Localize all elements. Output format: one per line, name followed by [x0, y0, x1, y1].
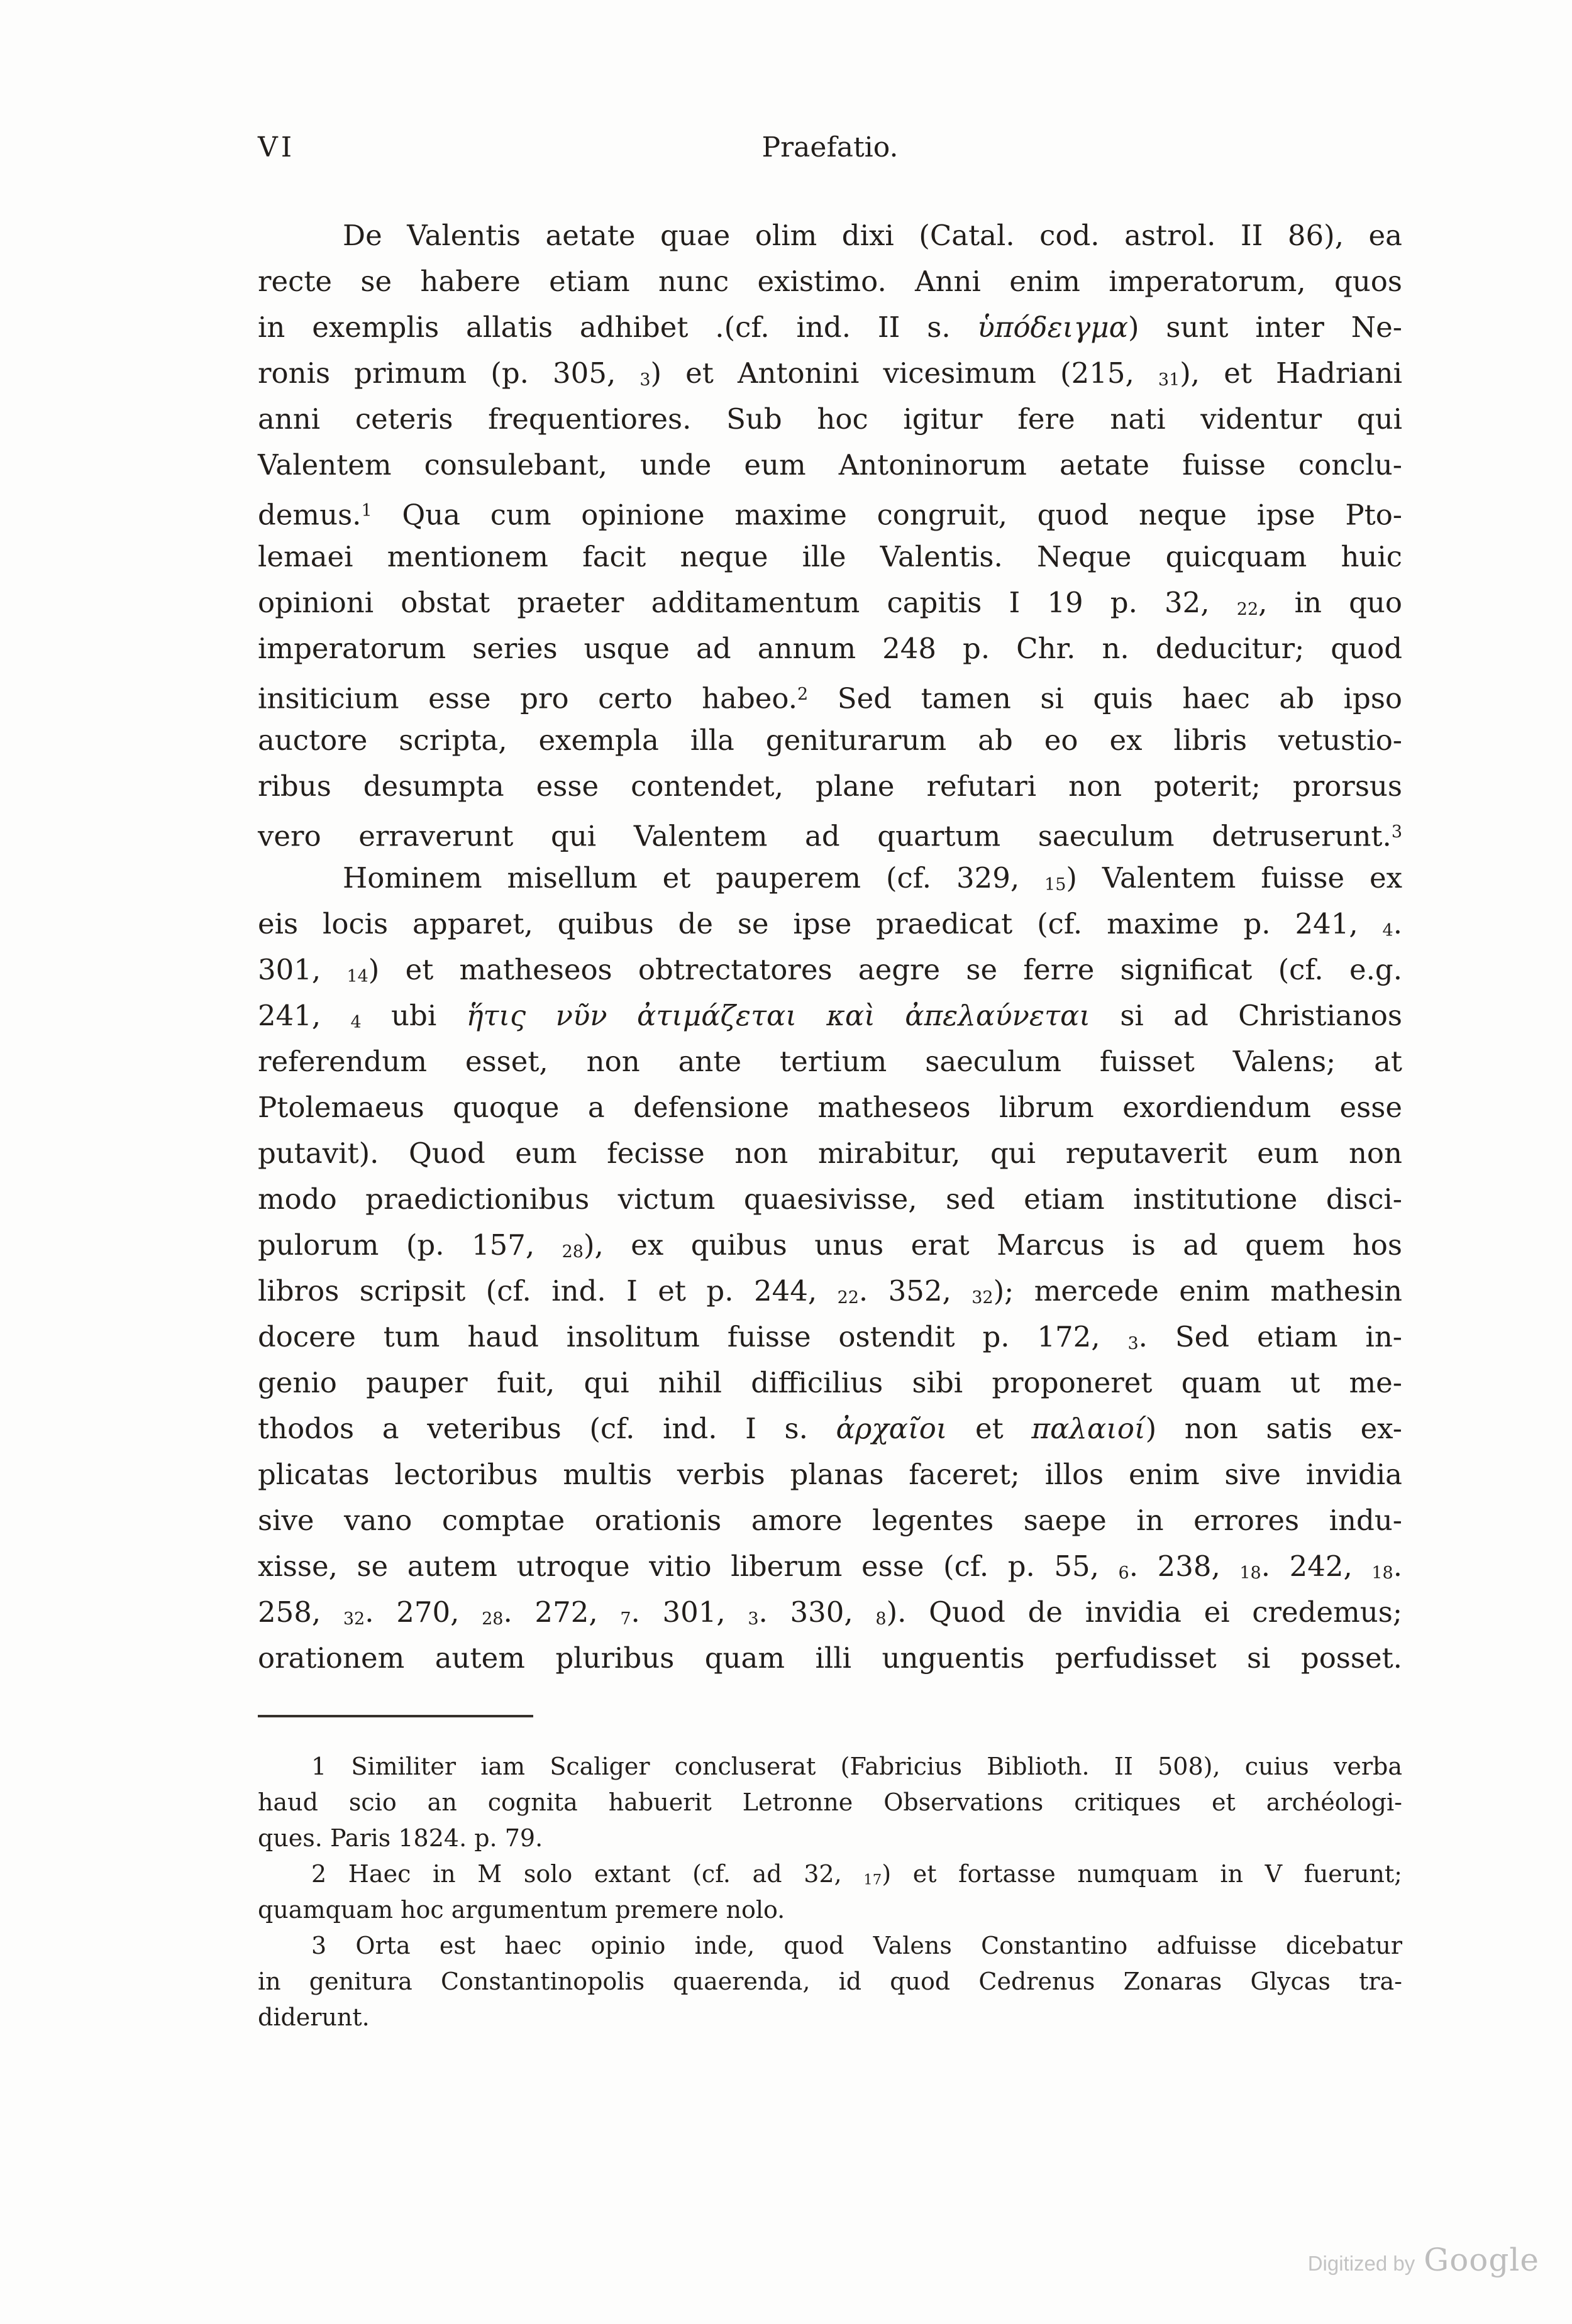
running-title: Praefatio.	[761, 131, 899, 163]
text-line: recte se habere etiam nunc existimo. Anni enim imperatorum, quos	[258, 265, 1402, 298]
text-line: Hominem misellum et pauperem (cf. 329, 15) Valentem fuisse ex	[343, 861, 1402, 895]
text-line: anni ceteris frequentiores. Sub hoc igitur fere nati videntur qui	[258, 402, 1402, 436]
text-line: libros scripsit (cf. ind. I et p. 244, 22. 352, 32); mercede enim mathesin	[258, 1274, 1402, 1308]
footnotes	[258, 1749, 1402, 2035]
text-line: modo praedictionibus victum quaesivisse, sed etiam institutione disci-	[258, 1182, 1402, 1216]
paragraph	[258, 855, 1402, 1681]
text-line: docere tum haud insolitum fuisse ostendit p. 172, 3. Sed etiam in-	[258, 1320, 1403, 1354]
line-ref-subscript: 14	[346, 967, 368, 987]
text-line: 2 Haec in M solo extant (cf. ad 32, 17) et fortasse numquam in V fuerunt;	[311, 1860, 1402, 1888]
page-number: VI	[258, 131, 296, 163]
footnote-ref-superscript: 2	[797, 685, 809, 704]
text-line: eis locis apparet, quibus de se ipse praedicat (cf. maxime p. 241, 4.	[258, 907, 1402, 941]
footnote	[258, 1928, 1402, 2035]
text-line: imperatorum series usque ad annum 248 p. Chr. n. deducitur; quod	[258, 632, 1402, 665]
greek-italic-text: ἀρχαῖοι	[836, 1412, 948, 1445]
text-line: diderunt.	[258, 2003, 370, 2031]
text-line: genio pauper fuit, qui nihil difficilius sibi proponeret quam ut me-	[258, 1366, 1402, 1399]
text-line: 241, 4 ubi ἥτις νῦν ἀτιμάζεται καὶ ἀπελαύνεται si ad Christianos	[258, 999, 1402, 1033]
footnote-ref-superscript: 3	[1391, 822, 1402, 842]
body-text	[258, 212, 1402, 1681]
text-line: ribus desumpta esse contendet, plane refutari non poterit; prorsus	[258, 769, 1402, 803]
line-ref-subscript: 15	[1044, 875, 1066, 895]
line-ref-subscript: 3	[1127, 1334, 1139, 1354]
line-ref-subscript: 32	[971, 1288, 994, 1308]
greek-italic-text: ὑπόδειγμα	[977, 311, 1128, 344]
greek-italic-text: παλαιοί	[1031, 1412, 1146, 1445]
text-line: 1 Similiter iam Scaliger concluserat (Fabricius Biblioth. II 508), cuius verba	[311, 1753, 1402, 1780]
text-line: Valentem consulebant, unde eum Antoninorum aetate fuisse conclu-	[258, 448, 1402, 482]
footnote-separator-rule	[258, 1715, 533, 1717]
line-ref-subscript: 6	[1118, 1563, 1129, 1583]
line-ref-subscript: 28	[482, 1609, 504, 1629]
text-line: quamquam hoc argumentum premere nolo.	[258, 1896, 785, 1924]
line-ref-subscript: 7	[620, 1609, 631, 1629]
line-ref-subscript: 4	[1382, 921, 1393, 941]
greek-italic-text: ἥτις νῦν ἀτιμάζεται καὶ ἀπελαύνεται	[466, 999, 1091, 1032]
line-ref-subscript: 22	[837, 1288, 859, 1308]
footnote	[258, 1856, 1402, 1928]
line-ref-subscript: 8	[875, 1609, 887, 1629]
line-ref-subscript: 28	[562, 1242, 584, 1262]
text-line: demus.$^1$ Qua cum opinione maxime congruit, quod neque ipse Pto-	[258, 498, 1402, 532]
digitized-by-text: Digitized by	[1307, 2252, 1415, 2275]
line-ref-subscript: 18	[1371, 1563, 1393, 1583]
google-watermark	[1308, 2242, 1539, 2278]
text-line: auctore scripta, exempla illa geniturarum ab eo ex libris vetustio-	[258, 724, 1402, 757]
text-line: 3 Orta est haec opinio inde, quod Valens Constantino adfuisse dicebatur	[311, 1932, 1402, 1959]
line-ref-subscript: 31	[1158, 370, 1180, 390]
line-ref-subscript: 32	[343, 1609, 365, 1629]
text-line: Ptolemaeus quoque a defensione matheseos librum exordiendum esse	[258, 1091, 1402, 1124]
text-line: insiticium esse pro certo habeo.$^2$ Sed tamen si quis haec ab ipso	[258, 681, 1403, 715]
text-line: ques. Paris 1824. p. 79.	[258, 1824, 543, 1852]
text-line: De Valentis aetate quae olim dixi (Catal. cod. astrol. II 86), ea	[343, 219, 1402, 252]
text-line: orationem autem pluribus quam illi unguentis perfudisset si posset.	[258, 1641, 1402, 1675]
line-ref-subscript: 17	[863, 1871, 882, 1888]
text-line: xisse, se autem utroque vitio liberum esse (cf. p. 55, 6. 238, 18. 242, 18.	[258, 1550, 1402, 1583]
text-line: vero erraverunt qui Valentem ad quartum saeculum detruserunt.$^3$	[258, 819, 1402, 853]
line-ref-subscript: 4	[350, 1013, 362, 1033]
text-line: referendum esset, non ante tertium saeculum fuisset Valens; at	[258, 1045, 1402, 1078]
footnote	[258, 1749, 1402, 1856]
text-line: ronis primum (p. 305, 3) et Antonini vicesimum (215, 31), et Hadriani	[258, 356, 1402, 390]
paragraph	[258, 212, 1402, 855]
text-line: in exemplis allatis adhibet .(cf. ind. II s. ὑπόδειγμα) sunt inter Ne-	[258, 311, 1402, 344]
line-ref-subscript: 3	[748, 1609, 759, 1629]
text-line: opinioni obstat praeter additamentum capitis I 19 p. 32, 22, in quo	[258, 586, 1403, 620]
line-ref-subscript: 22	[1236, 600, 1259, 620]
text-line: putavit). Quod eum fecisse non mirabitur, qui reputaverit eum non	[258, 1137, 1402, 1170]
text-line: lemaei mentionem facit neque ille Valentis. Neque quicquam huic	[258, 540, 1402, 573]
text-line: sive vano comptae orationis amore legentes saepe in errores indu-	[258, 1504, 1402, 1537]
line-ref-subscript: 18	[1239, 1563, 1261, 1583]
text-line: pulorum (p. 157, 28), ex quibus unus erat Marcus is ad quem hos	[258, 1228, 1402, 1262]
google-logo-text: Google	[1424, 2242, 1539, 2278]
text-line: haud scio an cognita habuerit Letronne Observations critiques et archéologi-	[258, 1788, 1402, 1816]
text-line: thodos a veteribus (cf. ind. I s. ἀρχαῖοι et παλαιοί) non satis ex-	[258, 1412, 1402, 1445]
text-line: in genitura Constantinopolis quaerenda, id quod Cedrenus Zonaras Glycas tra-	[258, 1968, 1402, 1995]
line-ref-subscript: 3	[639, 370, 651, 390]
text-line: plicatas lectoribus multis verbis planas faceret; illos enim sive invidia	[258, 1458, 1402, 1491]
text-line: 258, 32. 270, 28. 272, 7. 301, 3. 330, 8). Quod de invidia ei credemus;	[258, 1595, 1402, 1629]
text-line: 301, 14) et matheseos obtrectatores aegre se ferre significat (cf. e.g.	[258, 953, 1402, 987]
footnote-ref-superscript: 1	[361, 501, 372, 520]
page-header	[258, 132, 1402, 163]
